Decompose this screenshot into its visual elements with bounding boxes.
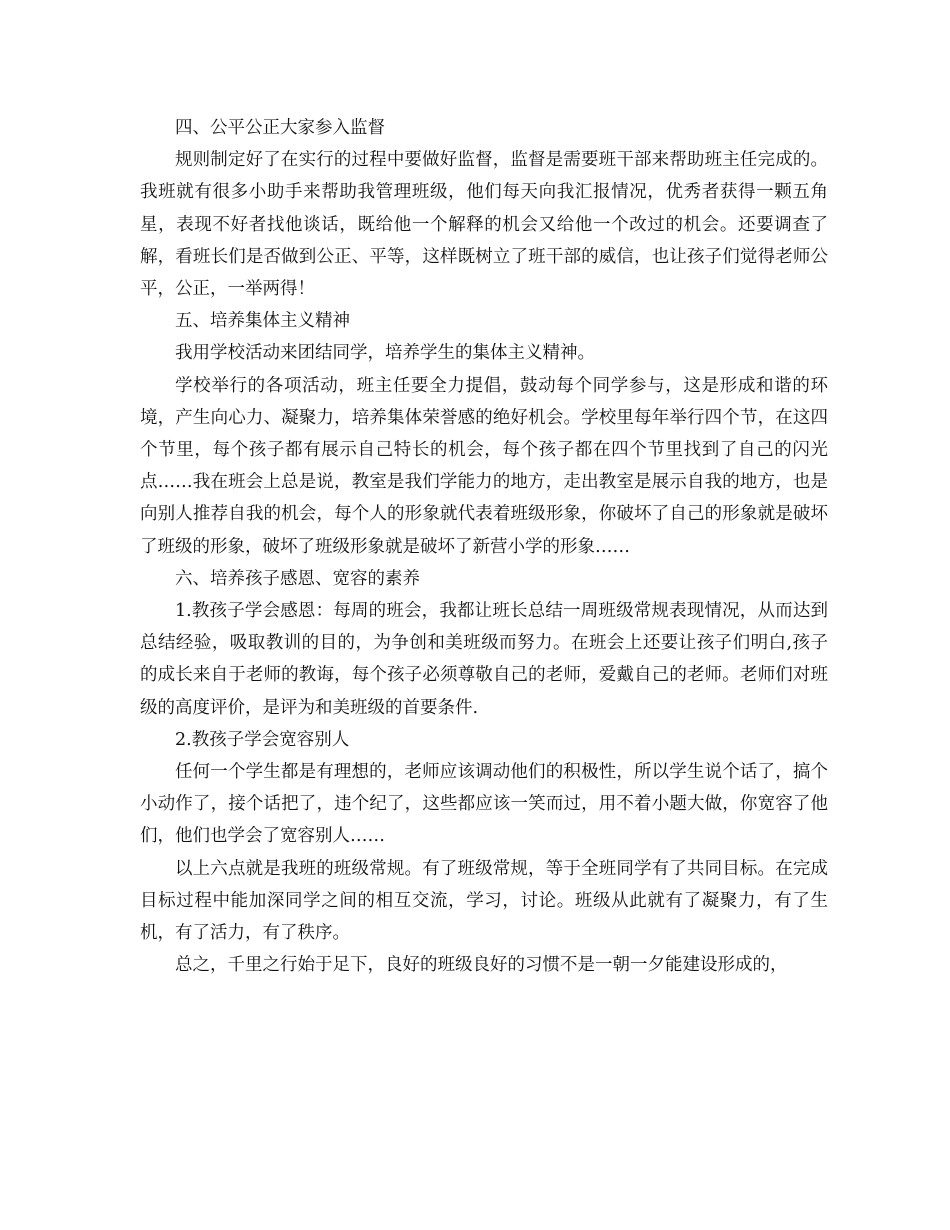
paragraph-conclusion: 总之，千里之行始于足下，良好的班级良好的习惯不是一朝一夕能建设形成的，: [175, 955, 788, 976]
paragraph-activities-intro: 我用学校活动来团结同学，培养学生的集体主义精神。: [175, 343, 595, 364]
document-body: [140, 112, 828, 981]
paragraph-gratitude: 1.教孩子学会感恩：每周的班会，我都让班长总结一周班级常规表现情况，从而达到总结经验，吸取教训的目的，为争创和美班级而努力。在班会上还要让孩子们明白,孩子的成长来自于老师的教诲，每个孩子必须尊敬自己的老师，爱戴自己的老师。老师们对班级的高度评价，是评为和美班级的首要条件.: [140, 601, 828, 718]
paragraph-activities: 学校举行的各项活动，班主任要全力提倡，鼓动每个同学参与，这是形成和谐的环境，产生向心力、凝聚力，培养集体荣誉感的绝好机会。学校里每年举行四个节，在这四个节里，每个孩子都有展示自己特长的机会，每个孩子都在四个节里找到了自己的闪光点……我在班会上总是说，教室是我们学能力的地方，走出教室是展示自我的地方，也是向别人推荐自我的机会，每个人的形象就代表着班级形象，你破坏了自己的形象就是破坏了班级的形象，破坏了班级形象就是破坏了新营小学的形象……: [140, 375, 828, 557]
paragraph-tolerance: 任何一个学生都是有理想的，老师应该调动他们的积极性，所以学生说个话了，搞个小动作了，接个话把了，违个纪了，这些都应该一笑而过，用不着小题大做，你宽容了他们，他们也学会了宽容别人……: [140, 762, 828, 847]
section-heading-5: 五、培养集体主义精神: [175, 311, 350, 332]
paragraph-supervision: 规则制定好了在实行的过程中要做好监督，监督是需要班干部来帮助班主任完成的。我班就有很多小助手来帮助我管理班级，他们每天向我汇报情况，优秀者获得一颗五角星，表现不好者找他谈话，既给他一个解释的机会又给他一个改过的机会。还要调查了解，看班长们是否做到公正、平等，这样既树立了班干部的威信，也让孩子们觉得老师公平，公正，一举两得！: [140, 150, 828, 300]
subheading-tolerance: 2.教孩子学会宽容别人: [175, 729, 350, 750]
paragraph-summary: 以上六点就是我班的班级常规。有了班级常规，等于全班同学有了共同目标。在完成目标过程中能加深同学之间的相互交流，学习，讨论。班级从此就有了凝聚力，有了生机，有了活力，有了秩序。: [140, 858, 828, 944]
section-heading-4: 四、公平公正大家参入监督: [175, 118, 385, 138]
section-heading-6: 六、培养孩子感恩、宽容的素养: [175, 568, 420, 589]
